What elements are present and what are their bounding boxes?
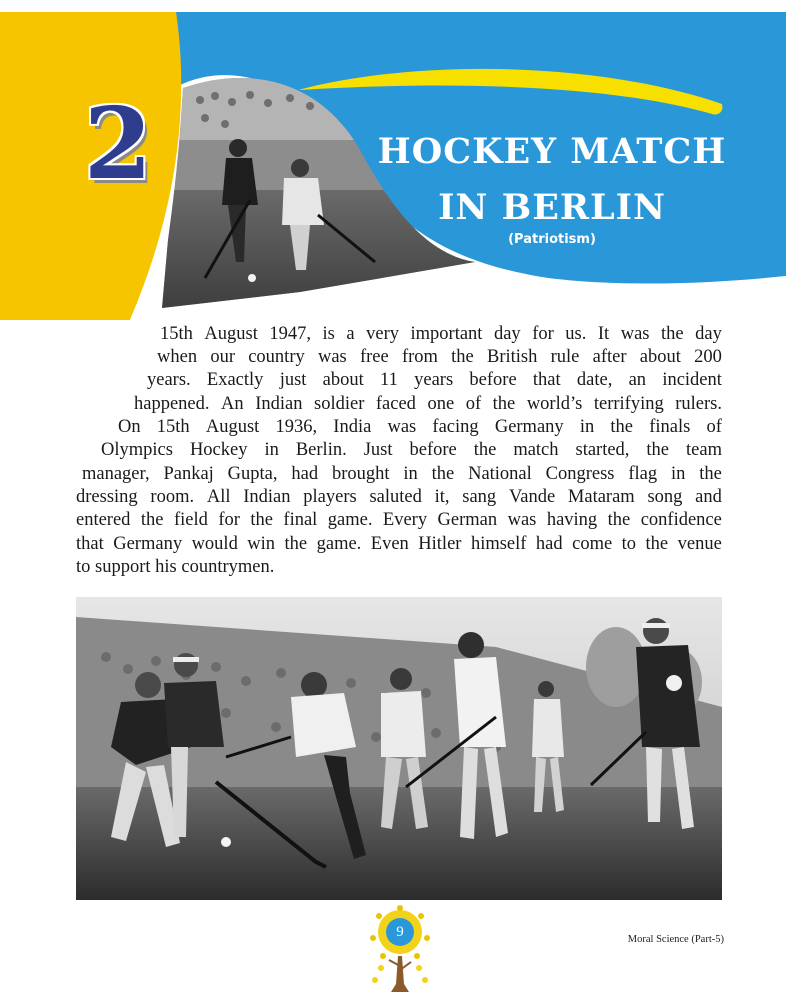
chapter-title-line-2: IN BERLIN [438,187,666,228]
body-line: years. Exactly just about 11 years before that date, an incident [147,370,722,390]
chapter-title-block [372,124,732,247]
chapter-title-line-1: HOCKEY MATCH [377,131,727,172]
body-line: happened. An Indian soldier faced one of the world’s terrifying rulers. [134,394,722,414]
body-line: dressing room. All Indian players saluted it, sang Vande Mataram song and [76,487,722,507]
book-title-footer: Moral Science (Part-5) [627,934,724,945]
body-line: 15th August 1947, is a very important day for us. It was the day [160,324,722,344]
page-number: 9 [396,924,404,940]
body-line: Olympics Hockey in Berlin. Just before the match started, the team [101,440,722,460]
body-line: manager, Pankaj Gupta, had brought in the National Congress flag in the [82,464,722,484]
chapter-subtitle: (Patriotism) [508,232,596,247]
body-line: when our country was free from the British rule after about 200 [157,347,722,367]
chapter-number: 2 [83,87,153,202]
hockey-match-photo [76,597,722,900]
body-line: that Germany would win the game. Even Hitler himself had come to the venue [76,534,722,554]
body-line: to support his countrymen. [76,557,275,577]
body-line: entered the field for the final game. Every German was having the confidence [76,510,722,530]
body-line: On 15th August 1936, India was facing Germany in the finals of [118,417,722,437]
